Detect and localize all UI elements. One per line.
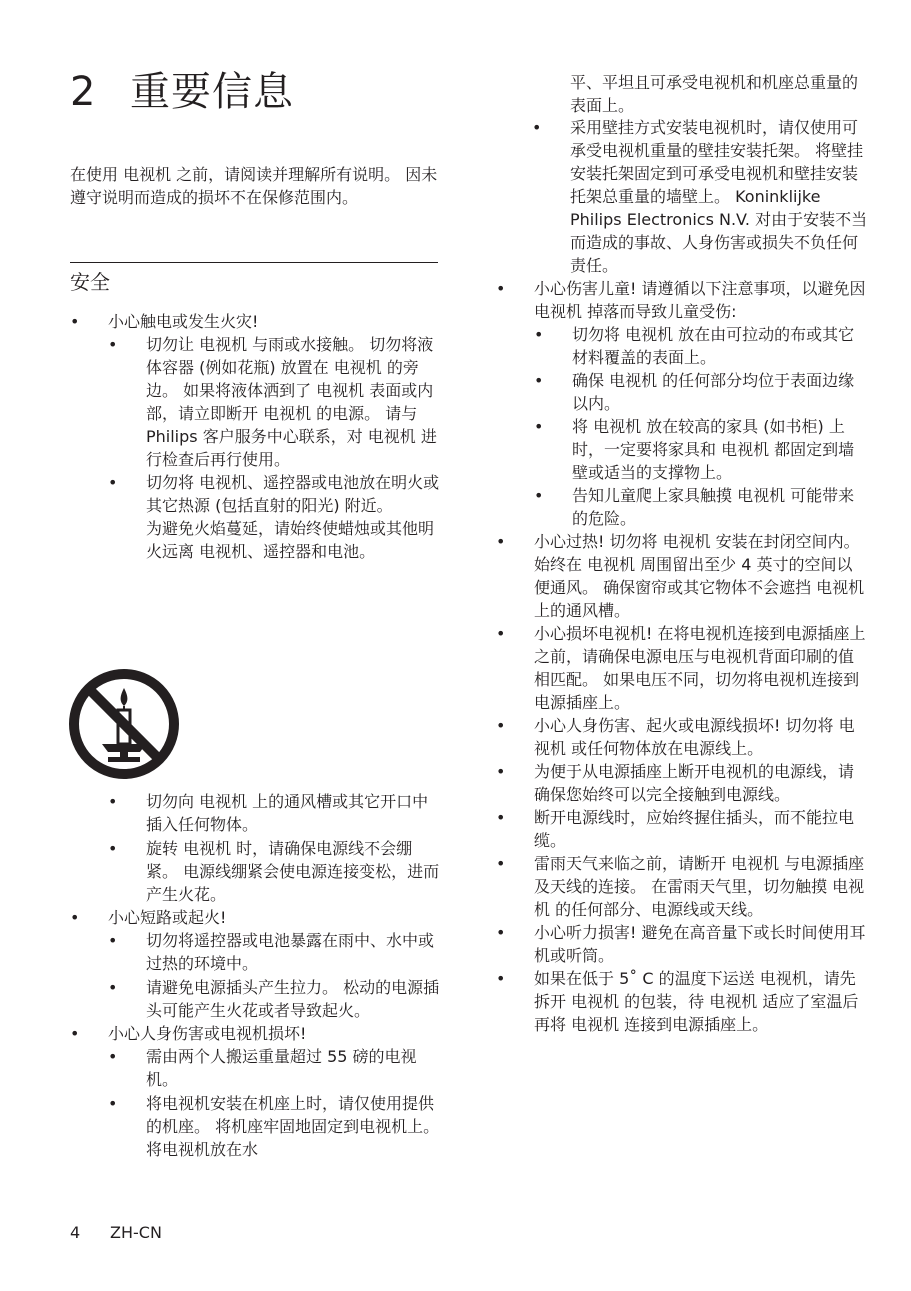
sub-list-item-text: 旋转 电视机 时，请确保电源线不会绷紧。 电源线绷紧会使电源连接变松，进而产生火花。 — [146, 839, 440, 904]
sub-list-item-text: 切勿将遥控器或电池暴露在雨中、水中或过热的环境中。 — [146, 931, 435, 973]
list-item — [70, 310, 442, 563]
sub-list-item — [108, 471, 442, 563]
bullet: • — [108, 792, 118, 811]
sub-list-item-text: 需由两个人搬运重量超过 55 磅的电视机。 — [146, 1047, 417, 1089]
sub-list-item-text: 采用壁挂方式安装电视机时，请仅使用可承受电视机重量的壁挂安装托架。 将壁挂安装托架固定到可承受电视机和壁挂安装托架总重量的墙壁上。 Koninklijke Philips Electronics N.V. 对由于安装不当而造成的事故、人身伤害或损失不负任何责任。 — [570, 118, 868, 275]
sub-list-item-text: 切勿将 电视机 放在由可拉动的布或其它材料覆盖的表面上。 — [572, 325, 855, 367]
bullet: • — [496, 923, 506, 942]
bullet: • — [496, 808, 506, 827]
bullet: • — [532, 118, 542, 137]
bullet: • — [108, 931, 118, 950]
list-item — [496, 852, 868, 921]
sub-list-item — [108, 929, 442, 975]
continued-text: 平、平坦且可承受电视机和机座总重量的表面上。 — [570, 73, 859, 115]
bullet: • — [108, 839, 118, 858]
bullet: • — [108, 1047, 118, 1066]
sub-list-item — [108, 837, 442, 906]
no-candles-icon — [68, 668, 180, 780]
list-item — [70, 906, 442, 1022]
bullet: • — [108, 1094, 118, 1113]
list-item-text: 小心损坏电视机! 在将电视机连接到电源插座上之前，请确保电源电压与电视机背面印刷的值相匹配。 如果电压不同，切勿将电视机连接到电源插座上。 — [534, 624, 866, 712]
list-item — [496, 806, 868, 852]
sub-list-item — [532, 116, 868, 277]
left-column-bottom — [70, 790, 442, 1161]
bullet: • — [496, 624, 506, 643]
sub-list-item — [534, 415, 868, 484]
bullet: • — [70, 1024, 80, 1043]
list-item-text: 小心人身伤害、起火或电源线损坏! 切勿将 电视机 或任何物体放在电源线上。 — [534, 716, 855, 758]
sub-list-item — [108, 790, 442, 836]
list-item-text: 如果在低于 5˚ C 的温度下运送 电视机，请先拆开 电视机 的包装，待 电视机 适应了室温后再将 电视机 连接到电源插座上。 — [534, 969, 859, 1034]
chapter-number: 2 — [70, 69, 97, 115]
section-divider — [70, 262, 438, 263]
sub-list-item-text: 切勿将 电视机、遥控器或电池放在明火或其它热源 (包括直射的阳光) 附近。 — [146, 473, 440, 515]
bullet: • — [496, 969, 506, 988]
bullet: • — [534, 371, 544, 390]
list-item-text: 小心听力损害! 避免在高音量下或长时间使用耳机或听筒。 — [534, 923, 866, 965]
language-code: ZH-CN — [110, 1223, 162, 1242]
list-item-text: 小心触电或发生火灾! — [108, 312, 259, 331]
bullet: • — [108, 473, 118, 492]
bullet: • — [496, 716, 506, 735]
intro-paragraph: 在使用 电视机 之前，请阅读并理解所有说明。 因未遵守说明而造成的损坏不在保修范围内。 — [70, 165, 438, 207]
sub-list-item-text: 确保 电视机 的任何部分均位于表面边缘以内。 — [572, 371, 855, 413]
bullet: • — [496, 279, 506, 298]
sub-list-item — [534, 369, 868, 415]
bullet: • — [108, 335, 118, 354]
sub-list-item-text: 切勿向 电视机 上的通风槽或其它开口中插入任何物体。 — [146, 792, 429, 834]
bullet: • — [108, 978, 118, 997]
sub-list-item-text: 告知儿童爬上家具触摸 电视机 可能带来的危险。 — [572, 486, 855, 528]
sub-list-item — [108, 1045, 442, 1091]
sub-list-item-text: 将电视机安装在机座上时，请仅使用提供的机座。 将机座牢固地固定到电视机上。 将电视机放在水 — [146, 1094, 440, 1159]
list-item — [496, 530, 868, 622]
sub-list-item — [108, 333, 442, 471]
list-item-continued — [70, 790, 442, 906]
list-item — [496, 714, 868, 760]
chapter-title: 重要信息 — [130, 69, 294, 115]
bullet: • — [70, 908, 80, 927]
sub-list-item-text: 请避免电源插头产生拉力。 松动的电源插头可能产生火花或者导致起火。 — [146, 978, 440, 1020]
section-title: 安全 — [70, 270, 110, 294]
sub-list-item — [108, 976, 442, 1022]
bullet: • — [534, 325, 544, 344]
left-column-top — [70, 310, 442, 563]
list-item — [496, 921, 868, 967]
list-item-text: 小心短路或起火! — [108, 908, 227, 927]
list-item-text: 雷雨天气来临之前，请断开 电视机 与电源插座及天线的连接。 在雷雨天气里，切勿触摸 电视机 的任何部分、电源线或天线。 — [534, 854, 865, 919]
bullet: • — [534, 417, 544, 436]
list-item-text: 为便于从电源插座上断开电视机的电源线，请确保您始终可以完全接触到电源线。 — [534, 762, 855, 804]
list-item-text: 断开电源线时，应始终握住插头，而不能拉电缆。 — [534, 808, 855, 850]
bullet: • — [70, 312, 80, 331]
page-number: 4 — [70, 1223, 81, 1242]
bullet: • — [496, 762, 506, 781]
sub-list-item — [534, 323, 868, 369]
sub-list-item — [108, 1092, 442, 1161]
bullet: • — [496, 532, 506, 551]
bullet: • — [496, 854, 506, 873]
right-column — [496, 70, 868, 1036]
list-item — [496, 967, 868, 1036]
list-item-text: 小心伤害儿童! 请遵循以下注意事项，以避免因 电视机 掉落而导致儿童受伤: — [534, 279, 866, 321]
list-item — [496, 760, 868, 806]
list-item — [496, 622, 868, 714]
list-item-text: 小心过热! 切勿将 电视机 安装在封闭空间内。 始终在 电视机 周围留出至少 4 英寸的空间以便通风。 确保窗帘或其它物体不会遮挡 电视机 上的通风槽。 — [534, 532, 865, 620]
list-item — [496, 277, 868, 530]
page-footer — [70, 1222, 162, 1244]
sub-list-item-text: 将 电视机 放在较高的家具 (如书柜) 上时，一定要将家具和 电视机 都固定到墙壁或适当的支撑物上。 — [572, 417, 855, 482]
sub-list-item-note: 为避免火焰蔓延，请始终使蜡烛或其他明火远离 电视机、遥控器和电池。 — [146, 519, 435, 561]
chapter-heading — [70, 62, 294, 122]
sub-list-item-text: 切勿让 电视机 与雨或水接触。 切勿将液体容器 (例如花瓶) 放置在 电视机 的旁边。 如果将液体洒到了 电视机 表面或内部，请立即断开 电视机 的电源。 请与 Philips 客户服务中心联系，对 电视机 进行检查后再行使用。 — [146, 335, 437, 469]
sub-list-item — [534, 484, 868, 530]
bullet: • — [534, 486, 544, 505]
list-item — [70, 1022, 442, 1161]
list-item-text: 小心人身伤害或电视机损坏! — [108, 1024, 307, 1043]
